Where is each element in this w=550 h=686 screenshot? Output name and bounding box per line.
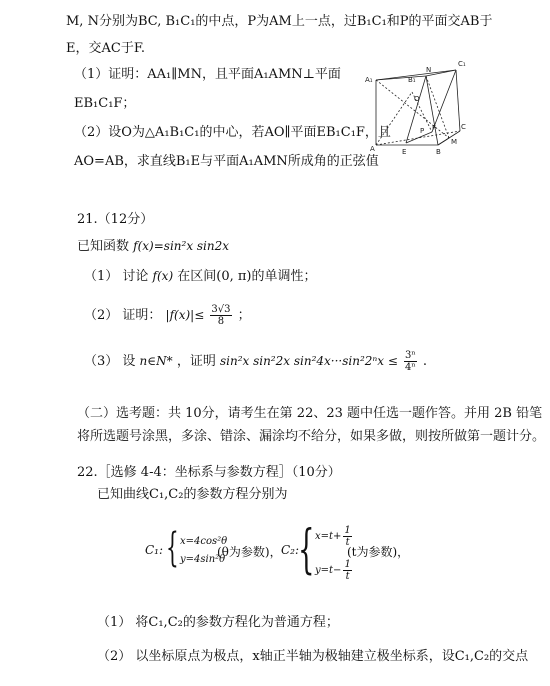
- q21-part1: [84, 267, 317, 286]
- q21-part3: [84, 350, 427, 373]
- q21-part3-suffix: .: [422, 354, 428, 369]
- c2-brace: {: [298, 520, 315, 580]
- q21-part1-fx: f(x): [152, 269, 174, 283]
- q21-part2: [84, 304, 251, 327]
- c2-eq1-num: 1: [344, 525, 351, 536]
- q22-header: 22.［选修 4-4：坐标系与参数方程］（10分）: [77, 465, 341, 480]
- q21-header: 21.（12分）: [77, 212, 154, 227]
- c1-eq2: y=4sin²θ: [180, 554, 226, 565]
- q21-part3-fraction: [404, 350, 417, 373]
- q20-part2-a: （2）设O为△A₁B₁C₁的中心，若AO∥平面EB₁C₁F，且: [74, 125, 391, 140]
- c2-eq1-den: t: [345, 537, 350, 548]
- c2-eq2-a: y=t−: [315, 565, 342, 576]
- q21-part1-mid: 在区间(0, π)的单调性；: [177, 269, 317, 284]
- c1-eq1: x=4cos²θ: [180, 536, 228, 547]
- label-O: O: [414, 95, 420, 103]
- q20-part2-b: AO=AB，求直线B₁E与平面A₁AMN所成角的正弦值: [74, 154, 379, 169]
- c1-brace: {: [166, 525, 179, 571]
- c2-eq2-frac: [343, 559, 351, 582]
- label-E: E: [402, 148, 407, 156]
- q21-part3-num: 3ⁿ: [405, 350, 416, 361]
- q21-part3-set: n∈N*: [139, 354, 173, 368]
- q20-line1: M, N分别为BC, B₁C₁的中点，P为AM上一点，过B₁C₁和P的平面交AB于: [66, 14, 493, 29]
- q22-intro: 已知曲线C₁,C₂的参数方程分别为: [97, 487, 288, 502]
- c1-label: C₁:: [145, 543, 164, 557]
- q22-part1: （1） 将C₁,C₂的参数方程化为普通方程；: [97, 615, 339, 630]
- q21-given-prefix: 已知函数: [77, 239, 130, 254]
- label-A: A: [370, 145, 375, 153]
- q21-given-formula: f(x)=sin²x sin2x: [133, 239, 230, 253]
- elective-line2: 将所选题号涂黑，多涂、错涂、漏涂均不给分，如果多做，则按所做第一题计分。: [77, 429, 546, 444]
- q20-part1-b: EB₁C₁F；: [74, 96, 136, 111]
- q21-part2-den: 8: [217, 316, 225, 327]
- label-P: P: [420, 127, 425, 135]
- c2-eq2: [315, 559, 354, 582]
- q21-part1-prefix: （1） 讨论: [84, 269, 149, 284]
- q21-part2-fraction: [210, 304, 231, 327]
- label-N: N: [426, 66, 432, 74]
- c2-eq2-den: t: [345, 571, 350, 582]
- q21-part3-mid: ，证明: [176, 354, 216, 369]
- prism-figure: [362, 52, 476, 162]
- q20-line2: E，交AC于F.: [66, 41, 145, 56]
- q21-part2-num: 3√3: [211, 304, 231, 315]
- q21-part3-prefix: （3） 设: [84, 354, 136, 369]
- label-C1: C₁: [458, 60, 466, 68]
- q20-part1-a: （1）证明：AA₁∥MN，且平面A₁AMN⊥平面: [74, 67, 341, 82]
- q21-part3-formula: sin²x sin²2x sin²4x···sin²2ⁿx ≤: [219, 354, 398, 368]
- label-M: M: [451, 138, 458, 146]
- label-A1: A₁: [365, 76, 373, 84]
- q22-part2: （2） 以坐标原点为极点，x轴正半轴为极轴建立极坐标系，设C₁,C₂的交点: [97, 649, 529, 664]
- q21-given: [77, 237, 229, 256]
- c2-label: C₂:: [281, 543, 300, 557]
- c2-eq2-num: 1: [344, 559, 351, 570]
- q21-part2-prefix: （2） 证明：: [84, 308, 162, 323]
- label-B1: B₁: [408, 76, 416, 84]
- c1-param: (θ为参数)，: [217, 545, 282, 559]
- label-C: C: [461, 123, 466, 131]
- q21-part3-den: 4ⁿ: [405, 362, 416, 373]
- q21-part2-lhs: |f(x)|≤: [165, 308, 205, 322]
- elective-line1: （二）选考题：共 10分，请考生在第 22、23 题中任选一题作答。并用 2B 铅笔: [77, 406, 543, 421]
- c2-param: (t为参数)，: [347, 545, 410, 559]
- q21-part2-suffix: ；: [237, 308, 251, 323]
- label-B: B: [436, 148, 441, 156]
- label-F: F: [432, 124, 437, 132]
- c2-eq1-a: x=t+: [315, 531, 342, 542]
